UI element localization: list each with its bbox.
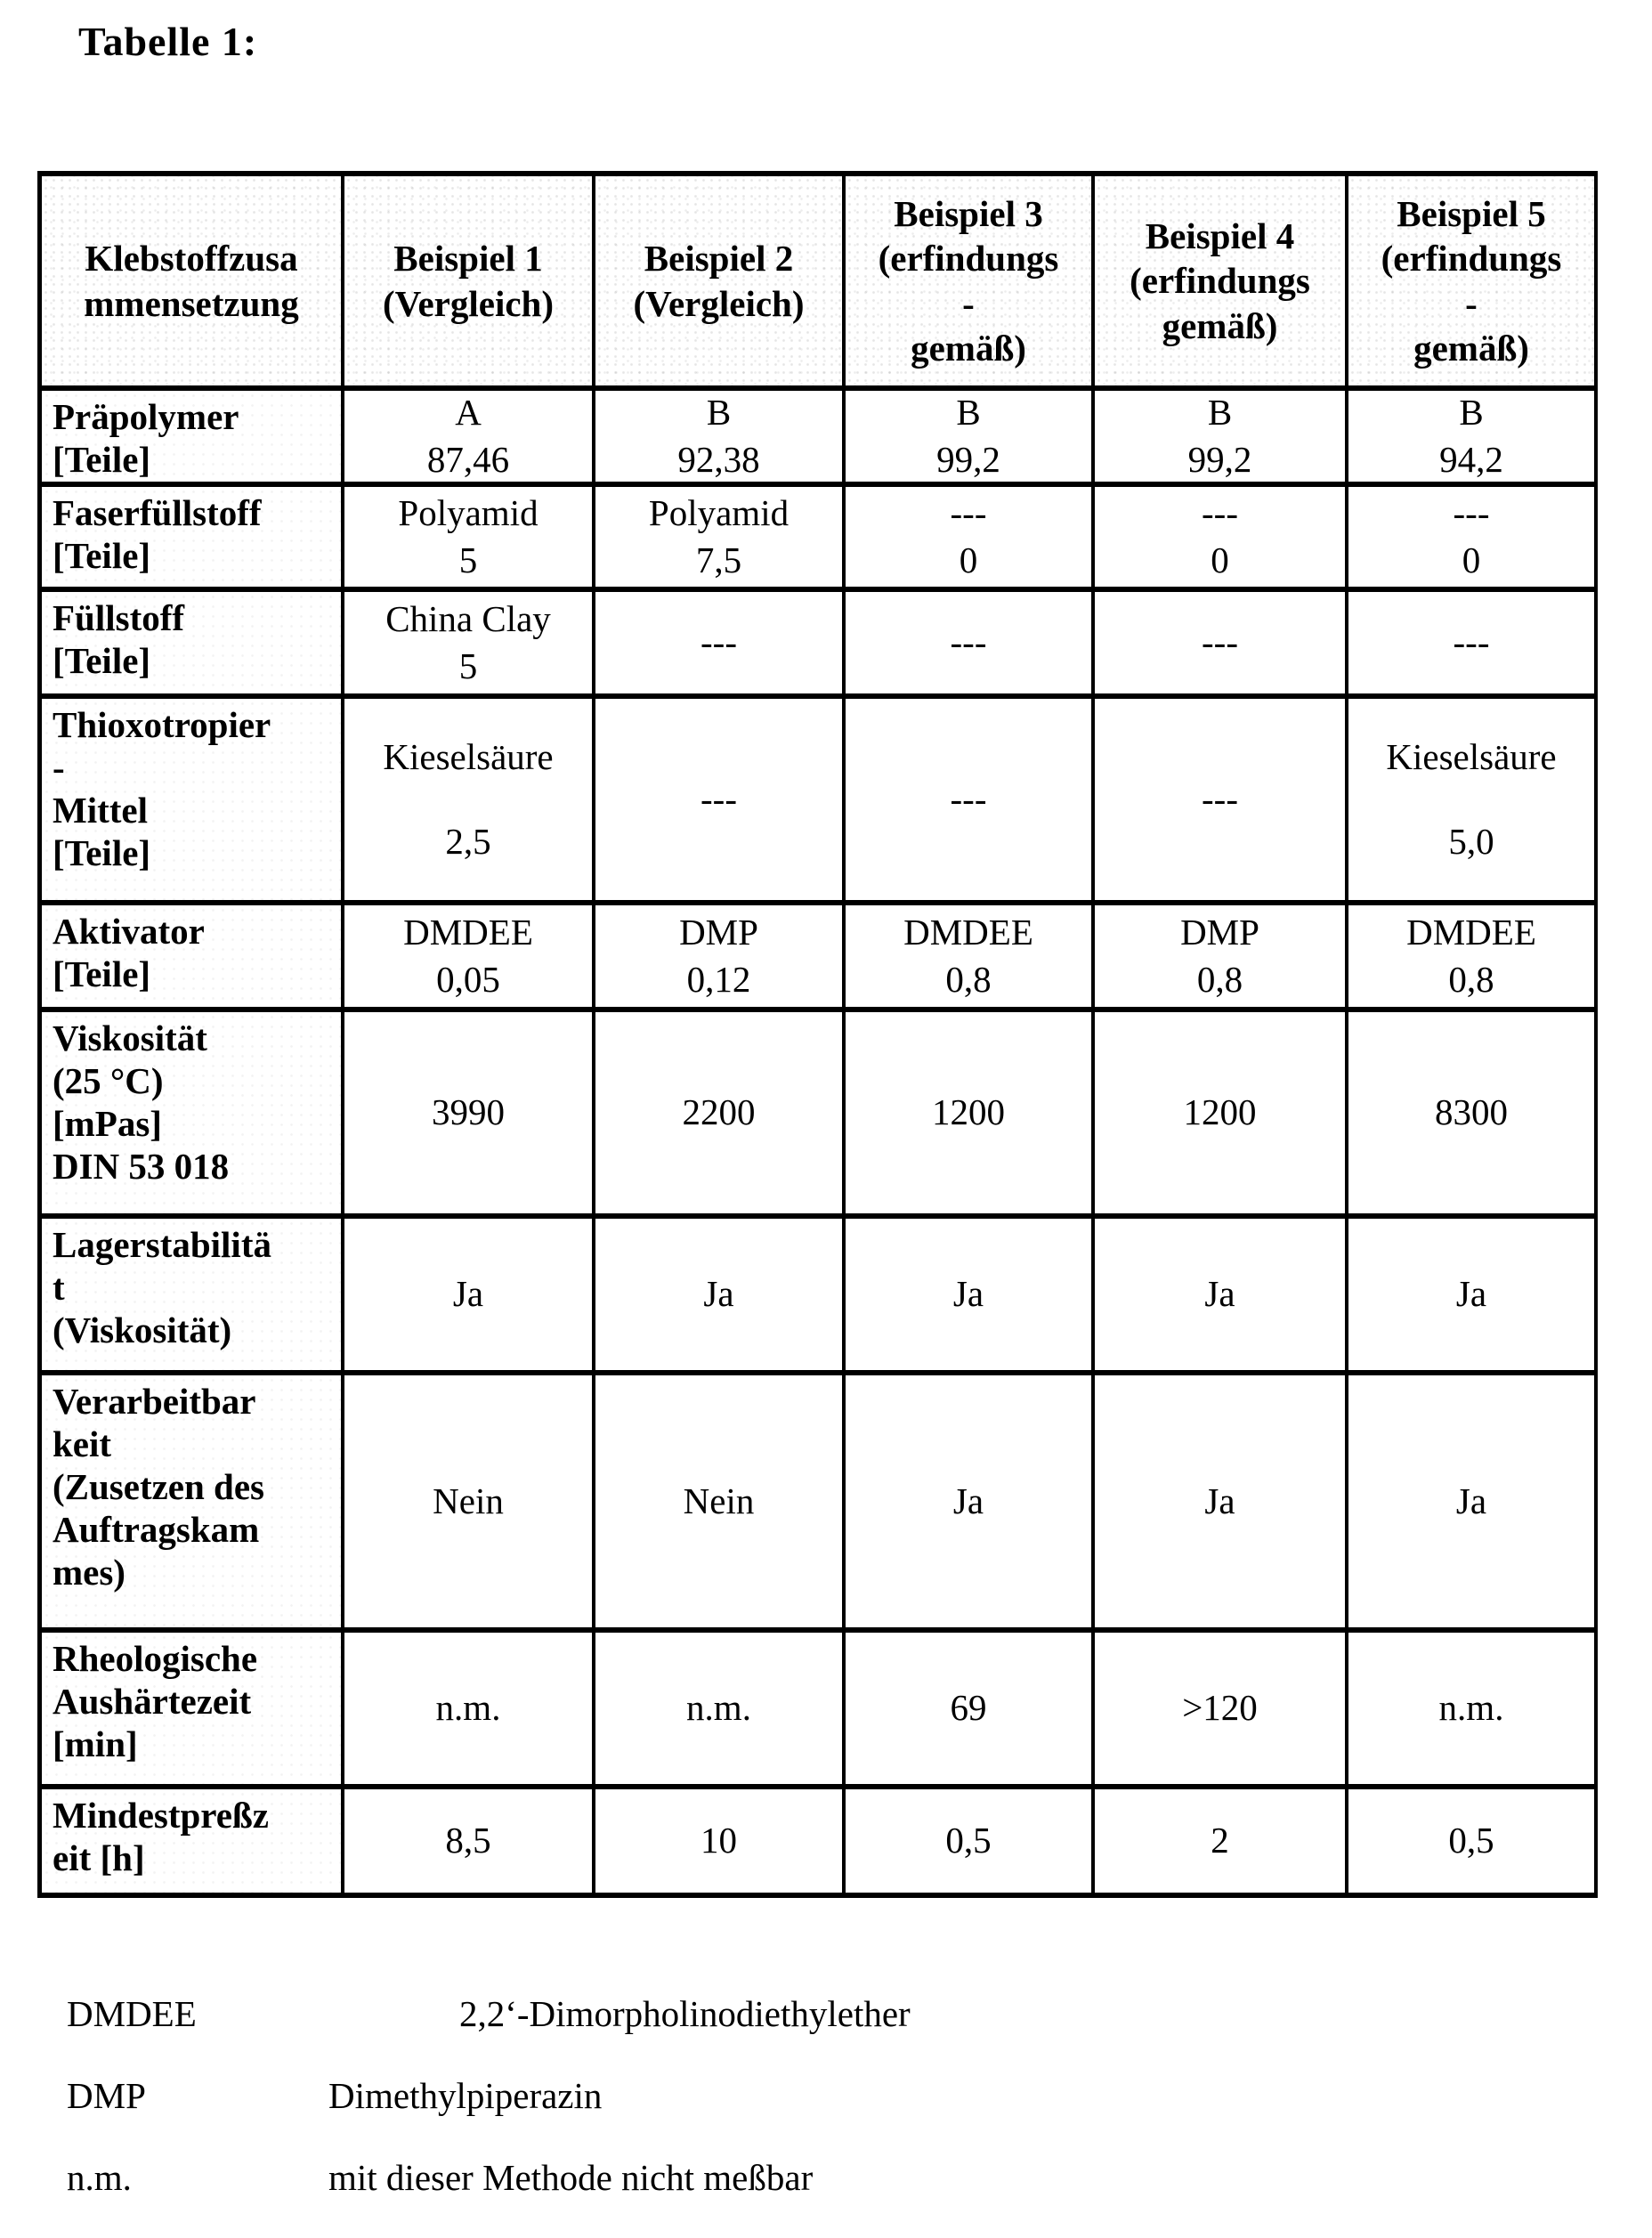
row-label [42, 1219, 344, 1375]
cell-line: Kieselsäure [1386, 735, 1557, 777]
cell-line: Ja [952, 1273, 984, 1315]
cell-line: - [53, 746, 65, 788]
cell-line: (Viskosität) [53, 1309, 232, 1350]
cell-line: Ja [1204, 1273, 1235, 1315]
footnotes [67, 1992, 911, 2238]
cell-line: mmensetzung [84, 282, 299, 324]
table-cell [1095, 1219, 1348, 1375]
cell-line: eit [h] [53, 1837, 145, 1878]
cell-line: Beispiel 5 [1397, 193, 1546, 235]
table-cell [344, 1375, 595, 1633]
cell-line: --- [950, 621, 987, 663]
cell-line: 92,38 [677, 439, 760, 480]
cell-line: --- [1202, 621, 1238, 663]
cell-line: Beispiel 2 [644, 238, 794, 280]
table-cell [1095, 487, 1348, 592]
table-cell [846, 487, 1095, 592]
table-cell [846, 1219, 1095, 1375]
cell-line: 0,12 [686, 959, 751, 1000]
cell-line: 0,05 [436, 959, 500, 1000]
cell-line: Beispiel 1 [393, 238, 543, 280]
cell-line: (erfindungs [878, 238, 1059, 280]
row-label [42, 1789, 344, 1898]
cell-line: --- [1202, 491, 1238, 533]
cell-line: Klebstoffzusa [85, 238, 298, 280]
table-cell [595, 1375, 846, 1633]
cell-line: [Teile] [53, 534, 151, 576]
cell-line: --- [1453, 491, 1490, 533]
cell-line: gemäß) [1162, 304, 1278, 346]
cell-line: Aktivator [53, 911, 205, 952]
row-label [42, 1012, 344, 1219]
table-cell [595, 905, 846, 1012]
cell-line: 87,46 [426, 439, 510, 480]
table-cell [1348, 1219, 1598, 1375]
cell-line: (Vergleich) [633, 282, 805, 324]
cell-line: 8,5 [445, 1820, 491, 1861]
table-cell [1095, 391, 1348, 487]
row-label [42, 699, 344, 905]
cell-line: n.m. [1438, 1687, 1504, 1729]
table-cell [1348, 1789, 1598, 1898]
cell-line: 1200 [932, 1091, 1005, 1133]
table-cell [344, 592, 595, 699]
cell-line: 3990 [432, 1091, 505, 1133]
table-cell [846, 1375, 1095, 1633]
table-cell [1095, 592, 1348, 699]
table-cell [595, 487, 846, 592]
table-cell [344, 487, 595, 592]
cell-line: DMDEE [903, 911, 1033, 953]
cell-line: Ja [1204, 1480, 1235, 1521]
row-label [42, 1633, 344, 1789]
cell-line: --- [700, 621, 737, 663]
table-cell [1348, 1012, 1598, 1219]
cell-line: Mittel [53, 789, 148, 831]
cell-line: --- [700, 778, 737, 820]
cell-line: (25 °C) [53, 1059, 164, 1101]
cell-line: (erfindungs [1381, 238, 1562, 280]
row-label [42, 592, 344, 699]
cell-line: [mPas] [53, 1102, 162, 1144]
cell-line: DIN 53 018 [53, 1145, 230, 1187]
cell-line: 0,8 [1196, 959, 1243, 1000]
footnote-row [67, 1992, 911, 2035]
row-label [42, 487, 344, 592]
table-cell [595, 1633, 846, 1789]
table-cell [1348, 487, 1598, 592]
cell-line: A [455, 391, 482, 433]
cell-line: >120 [1182, 1687, 1258, 1729]
table-cell [846, 1633, 1095, 1789]
table-cell [1095, 1789, 1348, 1898]
cell-line: gemäß) [1413, 327, 1529, 369]
cell-line: - [1465, 282, 1478, 324]
cell-line: B [1207, 391, 1233, 433]
footnote-definition: mit dieser Methode nicht meßbar [328, 2157, 814, 2198]
cell-line: Nein [433, 1480, 504, 1521]
cell-line: (Zusetzen des [53, 1465, 265, 1507]
cell-line: Ja [452, 1273, 484, 1315]
table-cell [846, 1012, 1095, 1219]
footnote-row [67, 2074, 911, 2117]
column-header [1348, 176, 1598, 391]
cell-line: Ja [1455, 1273, 1487, 1315]
row-label [42, 905, 344, 1012]
table-cell [1348, 1633, 1598, 1789]
column-header [1095, 176, 1348, 391]
column-header [344, 176, 595, 391]
cell-line: 2,5 [445, 820, 491, 862]
cell-line: 2200 [682, 1091, 756, 1133]
cell-line: [Teile] [53, 438, 151, 480]
table-cell [595, 1012, 846, 1219]
table-cell [1095, 1012, 1348, 1219]
table-cell [344, 1012, 595, 1219]
table-cell [595, 1789, 846, 1898]
footnote-definition: Dimethylpiperazin [328, 2075, 603, 2116]
table-cell [344, 1633, 595, 1789]
table-cell [1348, 592, 1598, 699]
cell-line: Präpolymer [53, 396, 239, 437]
cell-line: 0,8 [945, 959, 992, 1000]
table-cell [595, 391, 846, 487]
table-cell [1348, 699, 1598, 905]
cell-line: B [956, 391, 981, 433]
cell-line: 0,8 [1448, 959, 1494, 1000]
cell-line: 1200 [1183, 1091, 1257, 1133]
cell-line: B [1459, 391, 1484, 433]
cell-line: 0 [1462, 539, 1481, 580]
cell-line: t [53, 1266, 65, 1308]
cell-line: Polyamid [648, 491, 790, 533]
cell-line: Beispiel 3 [894, 193, 1043, 235]
footnote-term: n.m. [67, 2157, 132, 2198]
table-cell [595, 1219, 846, 1375]
cell-line: Viskosität [53, 1018, 207, 1058]
cell-line: --- [1202, 778, 1238, 820]
cell-line: 7,5 [695, 539, 742, 580]
cell-line: [Teile] [53, 953, 151, 994]
cell-line: Kieselsäure [383, 735, 554, 777]
cell-line: n.m. [686, 1687, 751, 1729]
cell-line: (Vergleich) [382, 282, 555, 324]
table-cell [344, 391, 595, 487]
row-label [42, 391, 344, 487]
cell-line: [Teile] [53, 831, 151, 873]
footnote-row [67, 2156, 911, 2199]
cell-line: China Clay [385, 597, 551, 639]
footnote-term: DMDEE [67, 1993, 197, 2034]
table-cell [1095, 1375, 1348, 1633]
cell-line: Mindestpreßz [53, 1795, 269, 1836]
cell-line: [min] [53, 1723, 138, 1764]
column-header [846, 176, 1095, 391]
table-cell [344, 905, 595, 1012]
cell-line: 99,2 [936, 439, 1000, 480]
cell-line: Aushärtezeit [53, 1680, 252, 1722]
cell-line: DMP [679, 911, 758, 953]
cell-line: 0 [1211, 539, 1229, 580]
footnote-definition: 2,2‘-Dimorpholinodiethylether [459, 1993, 911, 2034]
footnote-term: DMP [67, 2075, 146, 2116]
cell-line: n.m. [435, 1687, 501, 1729]
cell-line: B [706, 391, 732, 433]
tabelle-1-table [37, 171, 1598, 1898]
table-cell [595, 699, 846, 905]
cell-line: DMDEE [1406, 911, 1536, 953]
cell-line: DMP [1180, 911, 1259, 953]
cell-line: Nein [683, 1480, 755, 1521]
cell-line: Rheologische [53, 1638, 258, 1679]
cell-line: Ja [703, 1273, 734, 1315]
column-header [595, 176, 846, 391]
cell-line: mes) [53, 1551, 126, 1593]
cell-line: --- [950, 491, 987, 533]
cell-line: Lagerstabilitä [53, 1224, 271, 1265]
table-cell [344, 699, 595, 905]
cell-line: Thioxotropier [53, 704, 271, 745]
cell-line: --- [950, 778, 987, 820]
cell-line: 2 [1211, 1820, 1229, 1861]
cell-line: 10 [700, 1820, 737, 1861]
table-cell [595, 592, 846, 699]
row-label [42, 1375, 344, 1633]
cell-line: Ja [1455, 1480, 1487, 1521]
cell-line: 69 [950, 1687, 987, 1729]
table-cell [846, 1789, 1095, 1898]
cell-line: Ja [952, 1480, 984, 1521]
table-cell [846, 905, 1095, 1012]
cell-line: Füllstoff [53, 597, 185, 638]
cell-line: --- [1453, 621, 1490, 663]
cell-line: DMDEE [403, 911, 533, 953]
cell-line: 0 [959, 539, 978, 580]
cell-line: 5 [458, 539, 478, 580]
cell-line: - [962, 282, 975, 324]
cell-line: 5 [458, 645, 478, 686]
cell-line: keit [53, 1423, 112, 1464]
cell-line: Polyamid [398, 491, 539, 533]
cell-line: 99,2 [1187, 439, 1252, 480]
cell-line: Auftragskam [53, 1508, 260, 1550]
cell-line: Faserfüllstoff [53, 492, 262, 533]
cell-line: 5,0 [1448, 820, 1494, 862]
table-cell [1348, 1375, 1598, 1633]
table-cell [1348, 905, 1598, 1012]
table-cell [846, 592, 1095, 699]
cell-line: gemäß) [911, 327, 1026, 369]
table-cell [344, 1219, 595, 1375]
cell-line: 8300 [1435, 1091, 1508, 1133]
cell-line: [Teile] [53, 639, 151, 681]
cell-line: 94,2 [1439, 439, 1503, 480]
cell-line: (erfindungs [1130, 260, 1310, 302]
table-cell [846, 699, 1095, 905]
table-cell [1095, 699, 1348, 905]
cell-line: 0,5 [945, 1820, 992, 1861]
page-title: Tabelle 1: [78, 19, 258, 64]
cell-line: Beispiel 4 [1145, 215, 1295, 257]
cell-line: Verarbeitbar [53, 1381, 256, 1422]
table-cell [344, 1789, 595, 1898]
cell-line: 0,5 [1448, 1820, 1494, 1861]
column-header-label [42, 176, 344, 391]
table-cell [846, 391, 1095, 487]
table-cell [1095, 1633, 1348, 1789]
table-cell [1348, 391, 1598, 487]
table-cell [1095, 905, 1348, 1012]
